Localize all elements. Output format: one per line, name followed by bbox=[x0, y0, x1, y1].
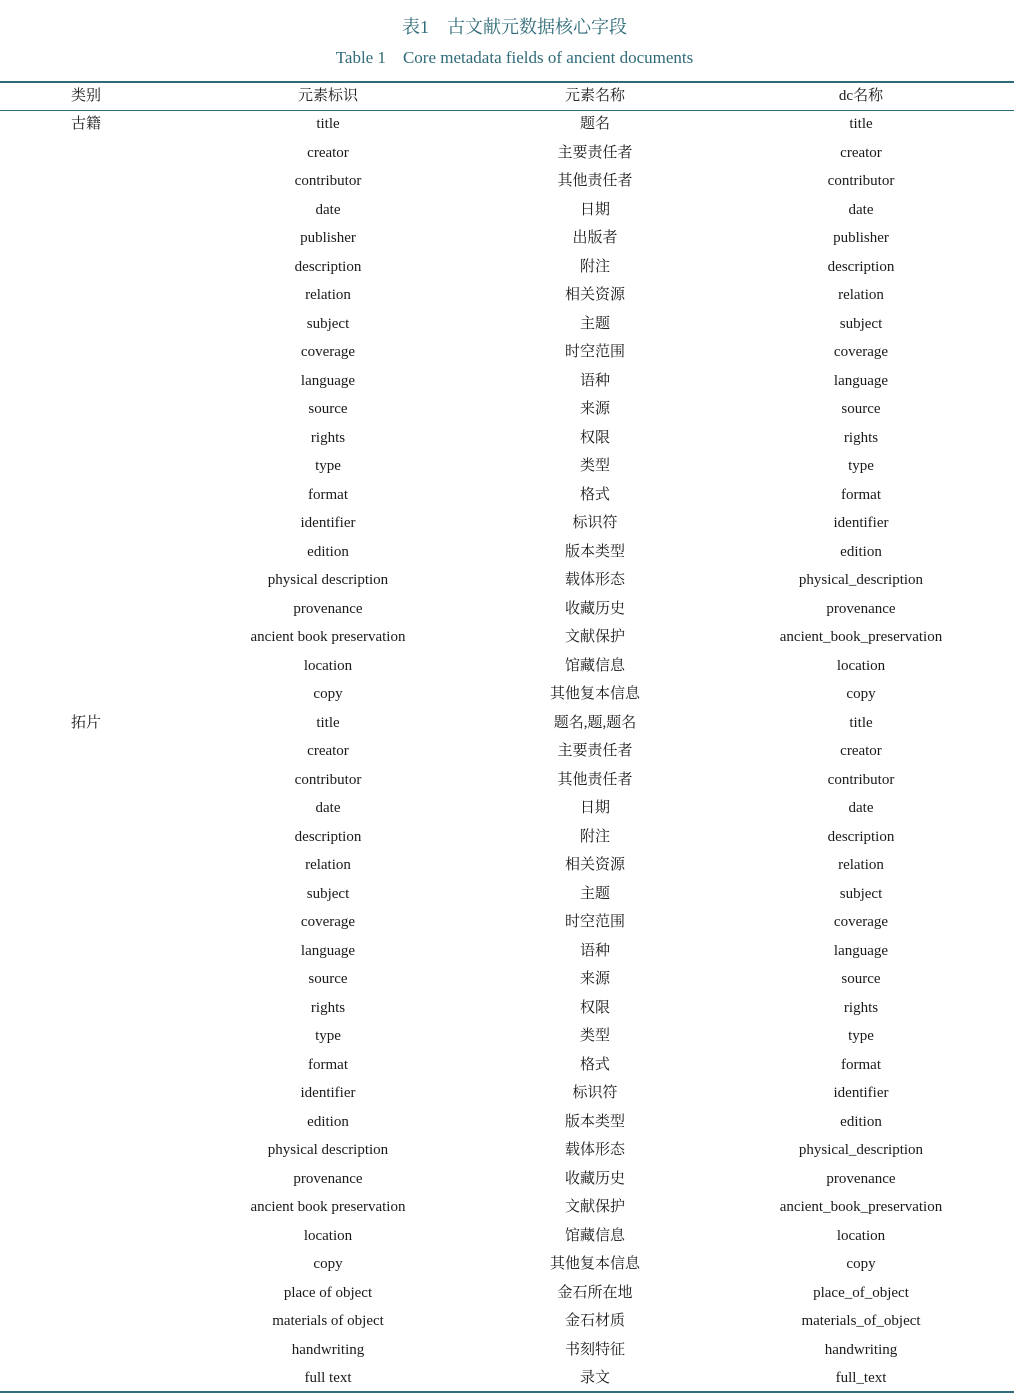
table-row bbox=[0, 1139, 1014, 1167]
cell-element-name: 馆藏信息 bbox=[564, 1227, 625, 1244]
cell-element-id: relation bbox=[305, 857, 351, 873]
cell-element-name: 收藏历史 bbox=[564, 600, 625, 617]
table-row bbox=[0, 769, 1014, 797]
cell-element-name: 附注 bbox=[579, 828, 610, 845]
cell-element-name: 日期 bbox=[579, 800, 610, 816]
cell-element-name: 文献保护 bbox=[564, 1199, 625, 1215]
cell-element-name: 日期 bbox=[579, 201, 610, 218]
cell-category: 古籍 bbox=[71, 116, 102, 132]
table-row bbox=[0, 256, 1014, 284]
table-row bbox=[0, 1253, 1014, 1281]
cell-element-id: rights bbox=[310, 999, 346, 1016]
cell-dc-name: copy bbox=[846, 686, 876, 702]
cell-dc-name: subject bbox=[839, 315, 883, 332]
cell-element-name: 题名,题,题名 bbox=[553, 714, 637, 731]
table-row bbox=[0, 655, 1014, 683]
table-row bbox=[0, 427, 1014, 455]
table-row bbox=[0, 1111, 1014, 1139]
cell-element-name: 格式 bbox=[579, 1056, 610, 1073]
cell-element-name: 主题 bbox=[579, 885, 610, 902]
cell-dc-name: edition bbox=[840, 543, 882, 560]
cell-element-id: contributor bbox=[294, 771, 362, 788]
table-row bbox=[0, 398, 1014, 426]
cell-element-id: edition bbox=[307, 543, 349, 560]
cell-element-name: 格式 bbox=[579, 486, 610, 503]
cell-dc-name: edition bbox=[840, 1113, 882, 1130]
cell-dc-name: subject bbox=[839, 885, 883, 902]
table-bottom-rule bbox=[0, 1391, 1014, 1393]
table-row bbox=[0, 1225, 1014, 1253]
cell-element-id: source bbox=[308, 401, 348, 417]
cell-element-id: format bbox=[308, 1056, 348, 1073]
cell-element-id: materials of object bbox=[272, 1313, 384, 1329]
cell-element-id: ancient book preservation bbox=[250, 1199, 406, 1215]
cell-element-id: language bbox=[300, 372, 356, 389]
table-row bbox=[0, 1025, 1014, 1053]
cell-dc-name: description bbox=[827, 258, 895, 275]
cell-element-id: format bbox=[308, 486, 348, 503]
cell-element-name: 时空范围 bbox=[564, 914, 625, 930]
cell-element-name: 载体形态 bbox=[564, 572, 625, 588]
cell-category: 拓片 bbox=[71, 714, 102, 731]
cell-element-id: relation bbox=[305, 287, 351, 303]
cell-element-name: 标识符 bbox=[572, 1085, 618, 1101]
cell-element-id: creator bbox=[307, 743, 349, 759]
cell-dc-name: copy bbox=[846, 1256, 876, 1272]
cell-dc-name: source bbox=[841, 971, 881, 987]
cell-element-name: 类型 bbox=[579, 458, 610, 474]
cell-element-name: 书刻特征 bbox=[564, 1341, 625, 1358]
table-row bbox=[0, 1168, 1014, 1196]
cell-dc-name: language bbox=[833, 942, 889, 959]
cell-element-name: 主题 bbox=[579, 315, 610, 332]
cell-element-name: 来源 bbox=[579, 401, 610, 417]
cell-dc-name: type bbox=[848, 1028, 874, 1044]
cell-element-name: 出版者 bbox=[572, 230, 618, 246]
cell-element-id: coverage bbox=[300, 344, 356, 360]
cell-element-id: provenance bbox=[293, 600, 363, 617]
cell-element-name: 文献保护 bbox=[564, 629, 625, 645]
cell-dc-name: contributor bbox=[827, 173, 895, 189]
header-dc-name: dc名称 bbox=[838, 88, 884, 104]
cell-element-name: 其他责任者 bbox=[557, 771, 633, 788]
table-row bbox=[0, 997, 1014, 1025]
cell-element-id: title bbox=[316, 714, 340, 731]
cell-element-id: provenance bbox=[293, 1170, 363, 1187]
cell-element-name: 附注 bbox=[579, 258, 610, 275]
table-header-rule bbox=[0, 110, 1014, 111]
cell-dc-name: contributor bbox=[827, 771, 895, 788]
cell-element-id: identifier bbox=[300, 1085, 356, 1101]
cell-element-id: language bbox=[300, 942, 356, 959]
cell-dc-name: physical_description bbox=[798, 1142, 924, 1158]
cell-dc-name: provenance bbox=[826, 600, 896, 617]
table-row bbox=[0, 1310, 1014, 1338]
cell-dc-name: publisher bbox=[833, 230, 889, 246]
table-row bbox=[0, 484, 1014, 512]
cell-element-name: 版本类型 bbox=[564, 543, 625, 560]
cell-dc-name: rights bbox=[843, 999, 879, 1016]
table-top-rule bbox=[0, 81, 1014, 83]
table-row bbox=[0, 1339, 1014, 1367]
table-row bbox=[0, 797, 1014, 825]
cell-dc-name: handwriting bbox=[824, 1341, 898, 1358]
cell-dc-name: rights bbox=[843, 429, 879, 446]
header-category: 类别 bbox=[71, 88, 102, 104]
cell-element-id: edition bbox=[307, 1113, 349, 1130]
cell-element-name: 金石材质 bbox=[564, 1313, 625, 1329]
cell-element-id: coverage bbox=[300, 914, 356, 930]
table-row bbox=[0, 968, 1014, 996]
cell-element-name: 馆藏信息 bbox=[564, 657, 625, 674]
cell-element-id: subject bbox=[306, 315, 350, 332]
table-row bbox=[0, 284, 1014, 312]
cell-dc-name: format bbox=[841, 486, 881, 503]
cell-element-id: type bbox=[315, 1028, 341, 1044]
cell-element-name: 金石所在地 bbox=[557, 1284, 633, 1301]
table-row bbox=[0, 313, 1014, 341]
table-row bbox=[0, 170, 1014, 198]
cell-element-name: 权限 bbox=[579, 999, 610, 1016]
cell-element-name: 时空范围 bbox=[564, 344, 625, 360]
cell-element-name: 收藏历史 bbox=[564, 1170, 625, 1187]
header-element-name: 元素名称 bbox=[564, 88, 625, 104]
cell-dc-name: location bbox=[836, 657, 886, 674]
cell-element-name: 相关资源 bbox=[564, 857, 625, 873]
cell-element-id: location bbox=[303, 1227, 353, 1244]
table-row bbox=[0, 512, 1014, 540]
cell-element-id: date bbox=[315, 800, 341, 816]
cell-dc-name: source bbox=[841, 401, 881, 417]
cell-dc-name: ancient_book_preservation bbox=[779, 1199, 943, 1215]
cell-element-name: 载体形态 bbox=[564, 1142, 625, 1158]
cell-dc-name: type bbox=[848, 458, 874, 474]
table-caption-chinese: 表1 古文献元数据核心字段 bbox=[402, 17, 627, 37]
cell-element-name: 主要责任者 bbox=[557, 743, 633, 759]
table-row bbox=[0, 740, 1014, 768]
cell-element-id: title bbox=[316, 116, 340, 132]
cell-dc-name: full_text bbox=[835, 1370, 887, 1386]
table-row bbox=[0, 455, 1014, 483]
table-row bbox=[0, 940, 1014, 968]
cell-element-id: copy bbox=[313, 686, 343, 702]
cell-dc-name: format bbox=[841, 1056, 881, 1073]
cell-element-id: subject bbox=[306, 885, 350, 902]
cell-element-name: 版本类型 bbox=[564, 1113, 625, 1130]
table-row bbox=[0, 1054, 1014, 1082]
cell-dc-name: relation bbox=[838, 287, 884, 303]
cell-dc-name: creator bbox=[840, 144, 882, 161]
cell-element-id: creator bbox=[307, 144, 349, 161]
cell-element-id: source bbox=[308, 971, 348, 987]
table-row bbox=[0, 626, 1014, 654]
cell-dc-name: ancient_book_preservation bbox=[779, 629, 943, 645]
cell-element-name: 权限 bbox=[579, 429, 610, 446]
cell-element-id: full text bbox=[304, 1370, 352, 1386]
cell-element-id: place of object bbox=[283, 1284, 373, 1301]
cell-dc-name: creator bbox=[840, 743, 882, 759]
cell-element-name: 录文 bbox=[579, 1370, 610, 1386]
cell-element-id: identifier bbox=[300, 515, 356, 531]
cell-element-name: 语种 bbox=[579, 942, 610, 959]
cell-dc-name: physical_description bbox=[798, 572, 924, 588]
table-row bbox=[0, 341, 1014, 369]
cell-element-name: 其他复本信息 bbox=[549, 1256, 640, 1272]
cell-dc-name: date bbox=[848, 800, 874, 816]
cell-element-id: contributor bbox=[294, 173, 362, 189]
cell-dc-name: identifier bbox=[833, 515, 889, 531]
table-row bbox=[0, 1282, 1014, 1310]
cell-element-name: 其他复本信息 bbox=[549, 686, 640, 702]
cell-dc-name: coverage bbox=[833, 344, 889, 360]
cell-element-name: 题名 bbox=[579, 116, 610, 132]
cell-dc-name: date bbox=[848, 201, 874, 218]
cell-element-name: 标识符 bbox=[572, 515, 618, 531]
table-row bbox=[0, 1196, 1014, 1224]
cell-element-name: 主要责任者 bbox=[557, 144, 633, 161]
table-row bbox=[0, 113, 1014, 141]
cell-dc-name: location bbox=[836, 1227, 886, 1244]
cell-element-id: date bbox=[315, 201, 341, 218]
cell-element-id: publisher bbox=[300, 230, 356, 246]
table-row bbox=[0, 854, 1014, 882]
cell-dc-name: materials_of_object bbox=[801, 1313, 921, 1329]
table-row bbox=[0, 683, 1014, 711]
table-row bbox=[0, 370, 1014, 398]
cell-dc-name: provenance bbox=[826, 1170, 896, 1187]
cell-dc-name: description bbox=[827, 828, 895, 845]
table-row bbox=[0, 541, 1014, 569]
table-row bbox=[0, 712, 1014, 740]
cell-element-id: location bbox=[303, 657, 353, 674]
table-row bbox=[0, 199, 1014, 227]
table-row bbox=[0, 883, 1014, 911]
cell-element-id: ancient book preservation bbox=[250, 629, 406, 645]
cell-dc-name: coverage bbox=[833, 914, 889, 930]
cell-element-name: 类型 bbox=[579, 1028, 610, 1044]
table-row bbox=[0, 142, 1014, 170]
cell-element-name: 来源 bbox=[579, 971, 610, 987]
table-row bbox=[0, 1082, 1014, 1110]
table-row bbox=[0, 227, 1014, 255]
table-row bbox=[0, 826, 1014, 854]
cell-dc-name: title bbox=[849, 116, 873, 132]
cell-dc-name: place_of_object bbox=[813, 1284, 909, 1301]
cell-dc-name: relation bbox=[838, 857, 884, 873]
cell-element-id: description bbox=[294, 258, 362, 275]
header-element-id: 元素标识 bbox=[297, 88, 358, 104]
cell-element-name: 语种 bbox=[579, 372, 610, 389]
cell-dc-name: language bbox=[833, 372, 889, 389]
cell-element-id: physical description bbox=[267, 1142, 389, 1158]
cell-element-id: copy bbox=[313, 1256, 343, 1272]
table-row bbox=[0, 911, 1014, 939]
cell-element-id: physical description bbox=[267, 572, 389, 588]
cell-element-id: description bbox=[294, 828, 362, 845]
cell-dc-name: identifier bbox=[833, 1085, 889, 1101]
table-row bbox=[0, 598, 1014, 626]
table-header-row bbox=[0, 85, 1014, 109]
cell-element-id: handwriting bbox=[291, 1341, 365, 1358]
cell-dc-name: title bbox=[849, 714, 873, 731]
cell-element-name: 其他责任者 bbox=[557, 173, 633, 189]
table-caption-english: Table 1 Core metadata fields of ancient documents bbox=[335, 48, 694, 67]
table-row bbox=[0, 569, 1014, 597]
cell-element-id: rights bbox=[310, 429, 346, 446]
cell-element-id: type bbox=[315, 458, 341, 474]
cell-element-name: 相关资源 bbox=[564, 287, 625, 303]
